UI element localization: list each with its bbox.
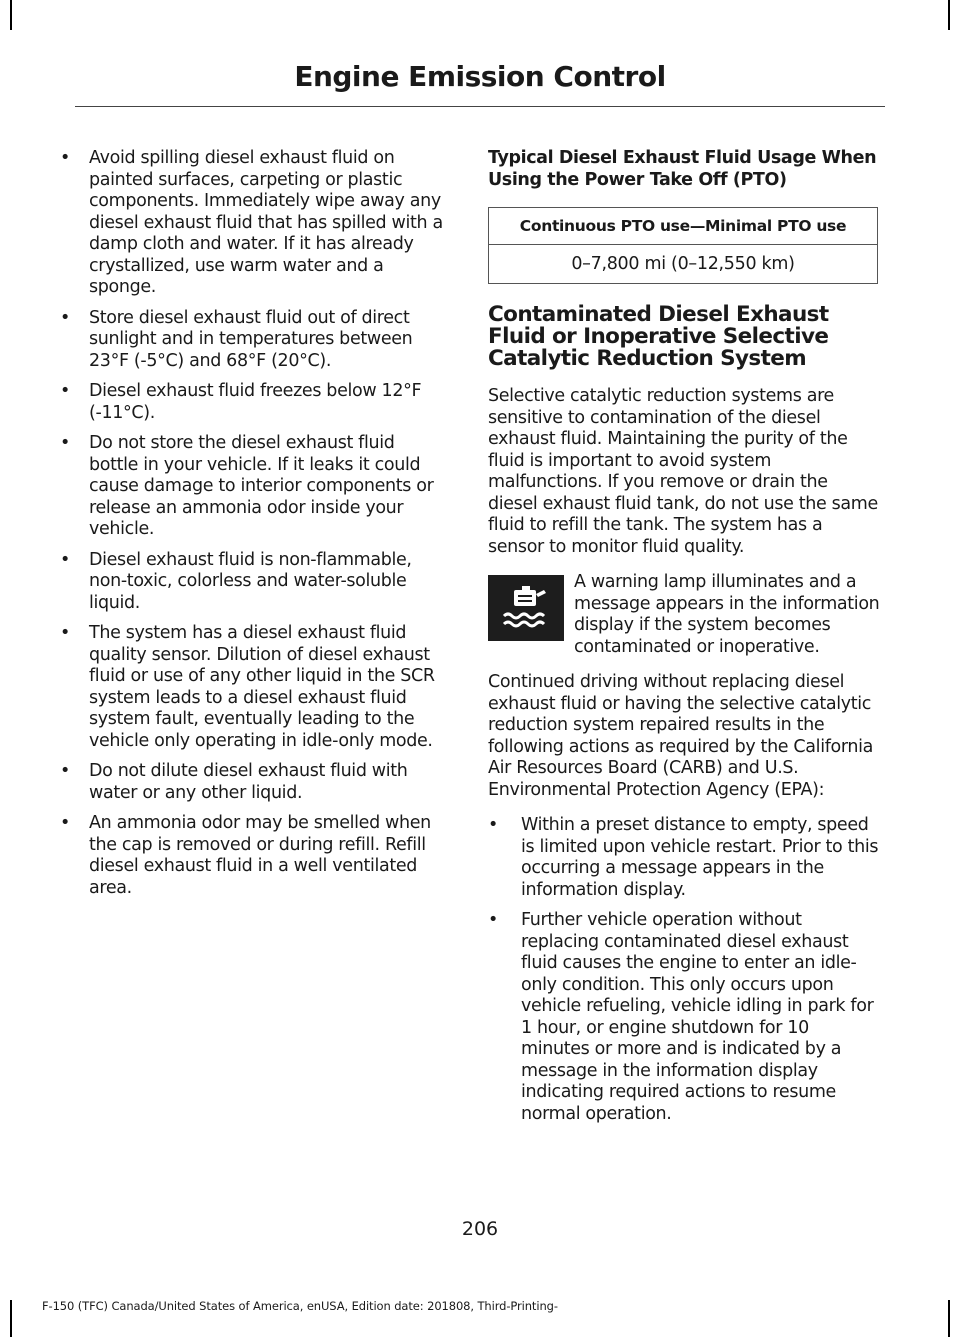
body-paragraph: Continued driving without replacing diesel exhaust fluid or having the selective catalytic reduction system repaired results in the following actions as required by the California Air Resources Board (CARB) and U.S. Environmental Protection Agency (EPA):: [488, 672, 874, 800]
list-item: • Within a preset distance to empty, speed is limited upon vehicle restart. Prior to this occurring a message appears in the information display.: [488, 815, 879, 900]
list-item: • Do not dilute diesel exhaust fluid with water or any other liquid.: [60, 761, 408, 803]
list-item: • Diesel exhaust fluid is non-flammable, non-toxic, colorless and water-soluble liquid.: [60, 549, 412, 613]
body-paragraph: Selective catalytic reduction systems are sensitive to contamination of the diesel exhaust fluid. Maintaining the purity of the fluid is important to avoid system malfunctions. If you remove or drain the diesel exhaust fluid tank, do not use the same fluid to refill the tank. The system has a sensor to monitor fluid quality.: [488, 386, 878, 557]
crop-mark-top-left: [10, 0, 12, 30]
warning-lamp-paragraph: [488, 572, 880, 658]
list-item: • Diesel exhaust fluid freezes below 12°F (-11°C).: [60, 381, 422, 423]
warning-lamp-text: A warning lamp illuminates and a message appears in the information display if the system becomes contaminated or inoperative.: [574, 572, 880, 657]
crop-mark-bottom-left: [10, 1300, 12, 1337]
diesel-exhaust-fluid-warning-icon: [488, 575, 564, 641]
list-item: • Store diesel exhaust fluid out of direct sunlight and in temperatures between 23°F (-5°C) and 68°F (20°C).: [60, 307, 413, 371]
list-item: • An ammonia odor may be smelled when the cap is removed or during refill. Refill diesel exhaust fluid in a well ventilated area.: [60, 813, 431, 898]
table-cell: 0–7,800 mi (0–12,550 km): [489, 245, 878, 284]
pto-usage-heading: Typical Diesel Exhaust Fluid Usage When Using the Power Take Off (PTO): [488, 148, 877, 190]
list-item: • Avoid spilling diesel exhaust fluid on painted surfaces, carpeting or plastic components. Immediately wipe away any diesel exhaust fluid that has spilled with a damp cloth and water. If it has already crystallized, use warm water and a sponge.: [60, 148, 443, 297]
right-column: [488, 148, 880, 1134]
footer-edition-info: F-150 (TFC) Canada/United States of America, enUSA, Edition date: 201808, Third-Printing-: [42, 1299, 558, 1313]
list-item: • The system has a diesel exhaust fluid quality sensor. Dilution of diesel exhaust fluid or use of any other liquid in the SCR system leads to a diesel exhaust fluid system fault, eventually leading to the vehicle only operating in idle-only mode.: [60, 623, 435, 751]
page-number: 206: [461, 1218, 499, 1240]
left-column: [60, 148, 448, 908]
list-item: • Further vehicle operation without replacing contaminated diesel exhaust fluid causes the engine to enter an idle-only condition. This only occurs upon vehicle refueling, vehicle idling in park for 1 hour, or engine shutdown for 10 minutes or more and is indicated by a message in the information display indicating required actions to resume normal operation.: [488, 910, 874, 1124]
page-title: Engine Emission Control: [294, 60, 666, 93]
consequence-list: [488, 815, 880, 1125]
pto-usage-table: [488, 207, 878, 284]
table-header-cell: Continuous PTO use—Minimal PTO use: [489, 208, 878, 245]
list-item: • Do not store the diesel exhaust fluid bottle in your vehicle. If it leaks it could cause damage to interior components or release an ammonia odor inside your vehicle.: [60, 433, 434, 539]
section-heading: Contaminated Diesel Exhaust Fluid or Inoperative Selective Catalytic Reduction System: [488, 302, 829, 371]
def-handling-list: [60, 148, 448, 899]
crop-mark-top-right: [948, 0, 950, 30]
crop-mark-bottom-right: [948, 1300, 950, 1337]
header-divider: [75, 106, 885, 107]
